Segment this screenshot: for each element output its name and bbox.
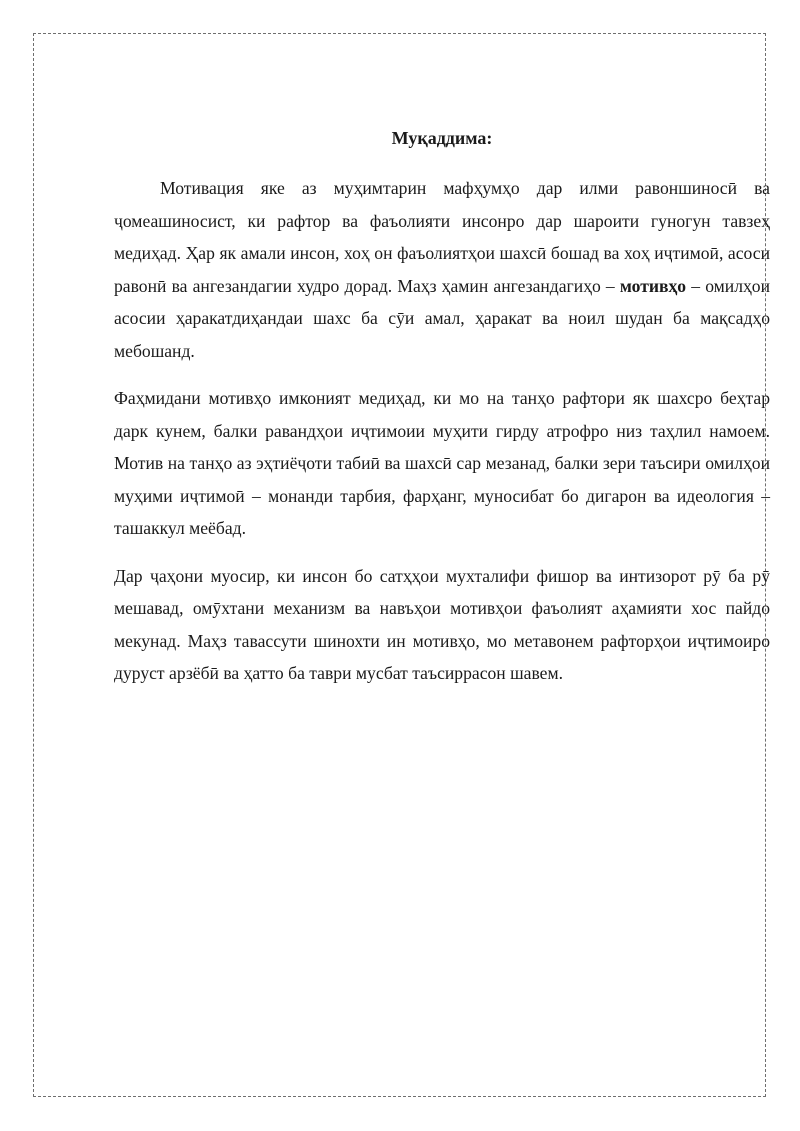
paragraph-1-text-start: Мотивация яке аз муҳимтарин мафҳумҳо дар илми равоншиносӣ ва ҷомеашиносист, ки рафтор ва фаъолияти инсонро дар шароити гуногун тавзеҳ медиҳад. Ҳар як амали инсон, хоҳ он фаъолиятҳои шахсӣ бошад ва хоҳ иҷтимоӣ, асоси равонӣ ва ангезандагии худро дорад. Маҳз ҳамин ангезандагиҳо – bbox=[114, 178, 770, 296]
document-body bbox=[114, 124, 770, 705]
paragraph-1-bold-term: мотивҳо bbox=[619, 275, 687, 296]
paragraph-3: Дар ҷаҳони муосир, ки инсон бо сатҳҳои мухталифи фишор ва интизорот рӯ ба рӯ мешавад, омӯхтани механизм ва навъҳои мотивҳои фаъолият аҳамияти хос пайдо мекунад. Маҳз тавассути шинохти ин мотивҳо, мо метавонем рафторҳои иҷтимоиро дуруст арзёбӣ ва ҳатто ба таври мусбат таъсиррасон шавем. bbox=[114, 565, 770, 683]
paragraph-1 bbox=[114, 172, 770, 367]
document-title: Муқаддима: bbox=[391, 128, 493, 148]
paragraph-2: Фаҳмидани мотивҳо имконият медиҳад, ки мо на танҳо рафтори як шахсро беҳтар дарк кунем, балки равандҳои иҷтимоии муҳити гирду атрофро низ таҳлил намоем. Мотив на танҳо аз эҳтиёҷоти табиӣ ва шахсӣ сар мезанад, балки зери таъсири омилҳои муҳими иҷтимоӣ – монанди тарбия, фарҳанг, муносибат бо дигарон ва идеология – ташаккул меёбад. bbox=[114, 388, 770, 538]
paragraph-1-text-end: – омилҳои асосии ҳаракатдиҳандаи шахс ба сӯи амал, ҳаракат ва ноил шудан ба мақсадҳо мебошанд. bbox=[114, 275, 770, 361]
